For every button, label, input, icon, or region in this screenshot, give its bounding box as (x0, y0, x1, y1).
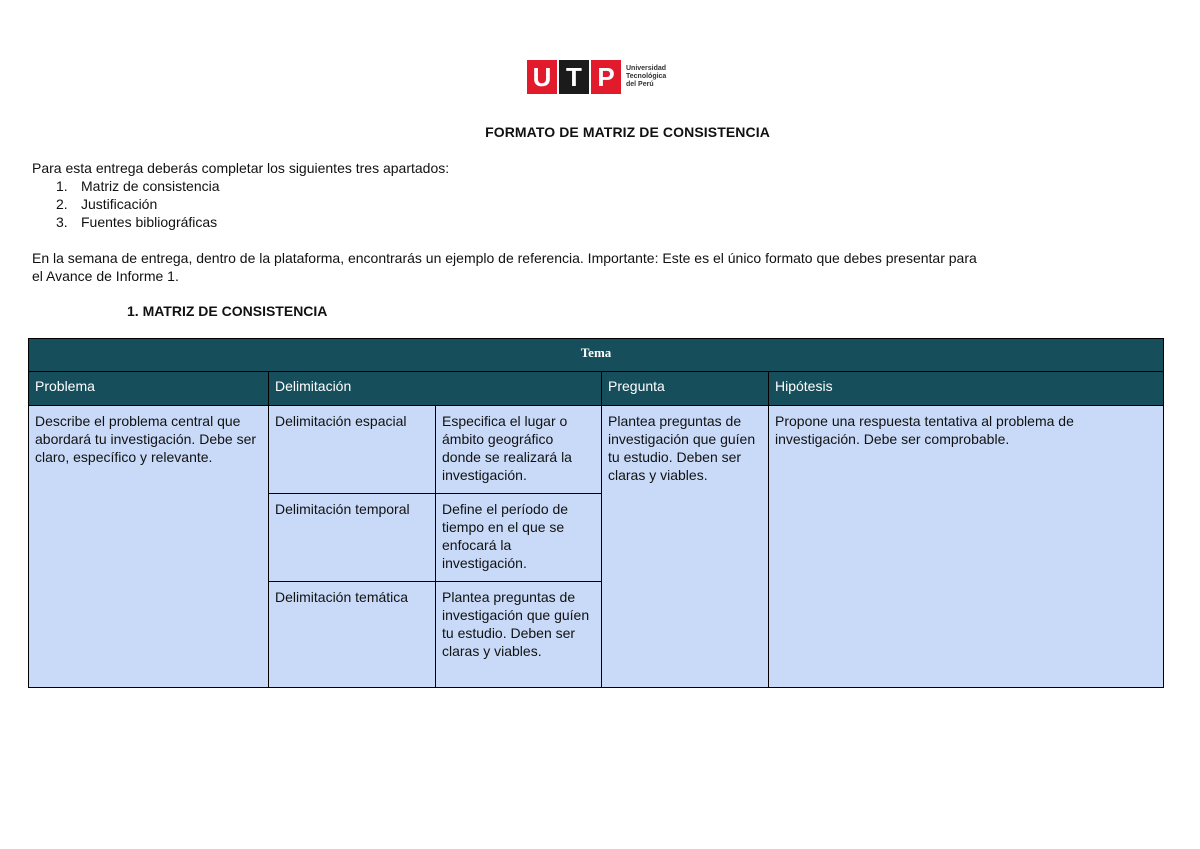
cell-delimitacion-desc: Define el período de tiempo en el que se enfocará la investigación. (436, 494, 602, 582)
table-tema-row (29, 339, 1164, 372)
section-heading: 1. MATRIZ DE CONSISTENCIA (127, 303, 328, 319)
list-text: Fuentes bibliográficas (81, 214, 218, 230)
logo-university-name (626, 65, 686, 89)
header-delimitacion: Delimitación (269, 372, 602, 406)
header-hipotesis: Hipótesis (769, 372, 1164, 406)
document-title: FORMATO DE MATRIZ DE CONSISTENCIA (485, 124, 770, 140)
deliverables-list (56, 177, 220, 231)
consistency-matrix-table (28, 338, 1164, 688)
cell-delimitacion-desc: Especifica el lugar o ámbito geográfico donde se realizará la investigación. (436, 406, 602, 494)
table-header-row (29, 372, 1164, 406)
list-text: Matriz de consistencia (81, 178, 220, 194)
list-number: 1. (56, 178, 68, 194)
list-number: 2. (56, 196, 68, 212)
utp-logo (527, 60, 686, 94)
logo-name-line-1: Universidad (626, 65, 667, 72)
cell-hipotesis: Propone una respuesta tentativa al problema de investigación. Debe ser comprobable. (769, 406, 1164, 688)
list-item (56, 195, 220, 213)
cell-pregunta: Plantea preguntas de investigación que guíen tu estudio. Deben ser claras y viables. (602, 406, 769, 688)
logo-letter-u: U (527, 60, 557, 94)
logo-letter-t: T (559, 60, 589, 94)
cell-delimitacion-label: Delimitación espacial (269, 406, 436, 494)
header-pregunta: Pregunta (602, 372, 769, 406)
list-item (56, 213, 220, 231)
list-item (56, 177, 220, 195)
cell-delimitacion-label: Delimitación temporal (269, 494, 436, 582)
cell-problema: Describe el problema central que abordará tu investigación. Debe ser claro, específico y relevante. (29, 406, 269, 688)
note-line-1: En la semana de entrega, dentro de la plataforma, encontrarás un ejemplo de referencia. Importante: Este es el único formato que debes presentar para (32, 250, 977, 266)
logo-name-line-2: Tecnológica (626, 73, 667, 80)
list-text: Justificación (81, 196, 158, 212)
logo-letter-p: P (591, 60, 621, 94)
logo-name-line-3: del Perú (626, 81, 654, 88)
cell-delimitacion-desc: Plantea preguntas de investigación que guíen tu estudio. Deben ser claras y viables. (436, 582, 602, 688)
table-row (29, 406, 1164, 494)
note-text (32, 249, 977, 285)
tema-header: Tema (29, 339, 1164, 372)
intro-text: Para esta entrega deberás completar los siguientes tres apartados: (32, 160, 450, 176)
cell-delimitacion-label: Delimitación temática (269, 582, 436, 688)
note-line-2: el Avance de Informe 1. (32, 268, 179, 284)
header-problema: Problema (29, 372, 269, 406)
list-number: 3. (56, 214, 68, 230)
